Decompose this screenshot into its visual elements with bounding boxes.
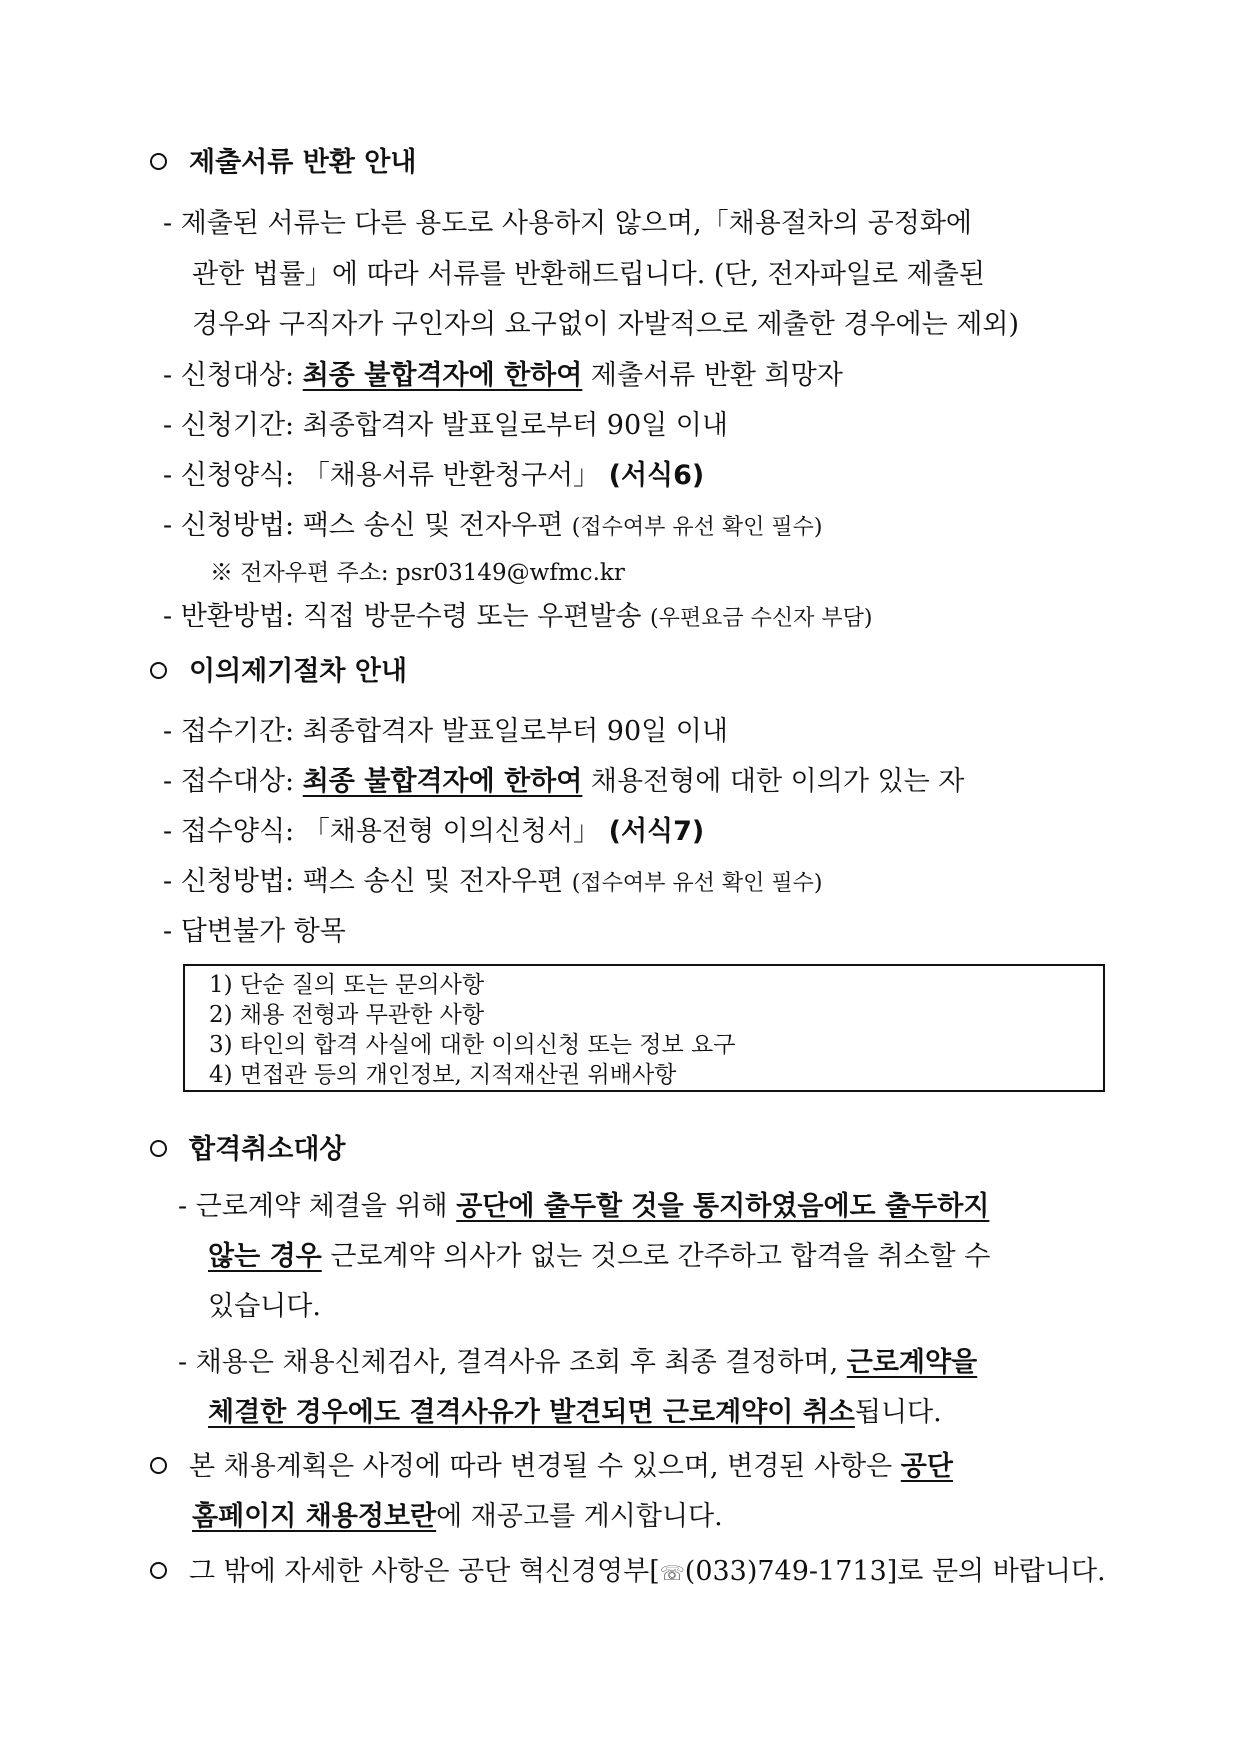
emphasis-text: 근로계약을 xyxy=(846,1347,978,1378)
list-item: - 반환방법: 직접 방문수령 또는 우편발송 (우편요금 수신자 부담) xyxy=(163,601,873,632)
paragraph-line: 경우와 구직자가 구인자의 요구없이 자발적으로 제출한 경우에는 제외) xyxy=(192,309,1019,340)
email-note: ※ 전자우편 주소: psr03149@wfmc.kr xyxy=(210,560,625,586)
emphasis-text: 최종 불합격자에 한하여 xyxy=(302,766,583,797)
emphasis-text: 공단에 출두할 것을 통지하였음에도 출두하지 xyxy=(456,1191,990,1222)
emphasis-text: 공단 xyxy=(900,1451,953,1482)
list-item: - 접수대상: 최종 불합격자에 한하여 채용전형에 대한 이의가 있는 자 xyxy=(163,766,965,797)
circle-bullet-icon xyxy=(150,662,167,679)
paragraph-line: 않는 경우 근로계약 의사가 없는 것으로 간주하고 합격을 취소할 수 xyxy=(208,1241,991,1272)
phone-icon: ☏ xyxy=(659,1561,685,1585)
box-item: 4) 면접관 등의 개인정보, 지적재산권 위배사항 xyxy=(209,1062,677,1088)
emphasis-text: 홈페이지 채용정보란 xyxy=(192,1501,437,1532)
circle-bullet-icon xyxy=(150,1457,167,1474)
paragraph-line: 체결한 경우에도 결격사유가 발견되면 근로계약이 취소됩니다. xyxy=(208,1397,942,1428)
box-item: 1) 단순 질의 또는 문의사항 xyxy=(209,972,485,998)
paragraph-line: 본 채용계획은 사정에 따라 변경될 수 있으며, 변경된 사항은 공단 xyxy=(150,1450,953,1484)
list-item: - 신청기간: 최종합격자 발표일로부터 90일 이내 xyxy=(163,410,728,441)
list-item: - 답변불가 항목 xyxy=(163,916,346,947)
emphasis-text: 않는 경우 xyxy=(208,1241,322,1272)
box-item: 2) 채용 전형과 무관한 사항 xyxy=(209,1002,485,1028)
unanswerable-items-box xyxy=(183,964,1105,1092)
list-item: - 신청방법: 팩스 송신 및 전자우편 (접수여부 유선 확인 필수) xyxy=(163,866,823,897)
paragraph-line: 관한 법률」에 따라 서류를 반환해드립니다. (단, 전자파일로 제출된 xyxy=(192,259,985,290)
paragraph-line: - 근로계약 체결을 위해 공단에 출두할 것을 통지하였음에도 출두하지 xyxy=(178,1191,990,1222)
paragraph-line: 그 밖에 자세한 사항은 공단 혁신경영부[☏(033)749-1713]로 문의 바랍니다. xyxy=(150,1555,1106,1590)
list-item: - 신청방법: 팩스 송신 및 전자우편 (접수여부 유선 확인 필수) xyxy=(163,510,823,541)
paragraph-line: - 채용은 채용신체검사, 결격사유 조회 후 최종 결정하며, 근로계약을 xyxy=(178,1347,978,1378)
circle-bullet-icon xyxy=(150,1562,167,1579)
section-heading: 합격취소대상 xyxy=(150,1133,346,1167)
emphasis-text: 체결한 경우에도 결격사유가 발견되면 근로계약이 취소 xyxy=(208,1397,855,1428)
list-item: - 신청양식: 「채용서류 반환청구서」 (서식6) xyxy=(163,460,705,491)
circle-bullet-icon xyxy=(150,1140,167,1157)
paragraph-line: 홈페이지 채용정보란에 재공고를 게시합니다. xyxy=(192,1501,723,1532)
paragraph-line: - 제출된 서류는 다른 용도로 사용하지 않으며,「채용절차의 공정화에 xyxy=(163,208,972,239)
list-item: - 접수양식: 「채용전형 이의신청서」 (서식7) xyxy=(163,816,705,847)
emphasis-text: 최종 불합격자에 한하여 xyxy=(302,360,583,391)
list-item: - 신청대상: 최종 불합격자에 한하여 제출서류 반환 희망자 xyxy=(163,360,843,391)
circle-bullet-icon xyxy=(150,153,167,170)
section-heading: 제출서류 반환 안내 xyxy=(150,146,416,180)
section-heading: 이의제기절차 안내 xyxy=(150,655,407,689)
paragraph-line: 있습니다. xyxy=(208,1291,321,1322)
list-item: - 접수기간: 최종합격자 발표일로부터 90일 이내 xyxy=(163,716,728,747)
box-item: 3) 타인의 합격 사실에 대한 이의신청 또는 정보 요구 xyxy=(209,1032,736,1058)
